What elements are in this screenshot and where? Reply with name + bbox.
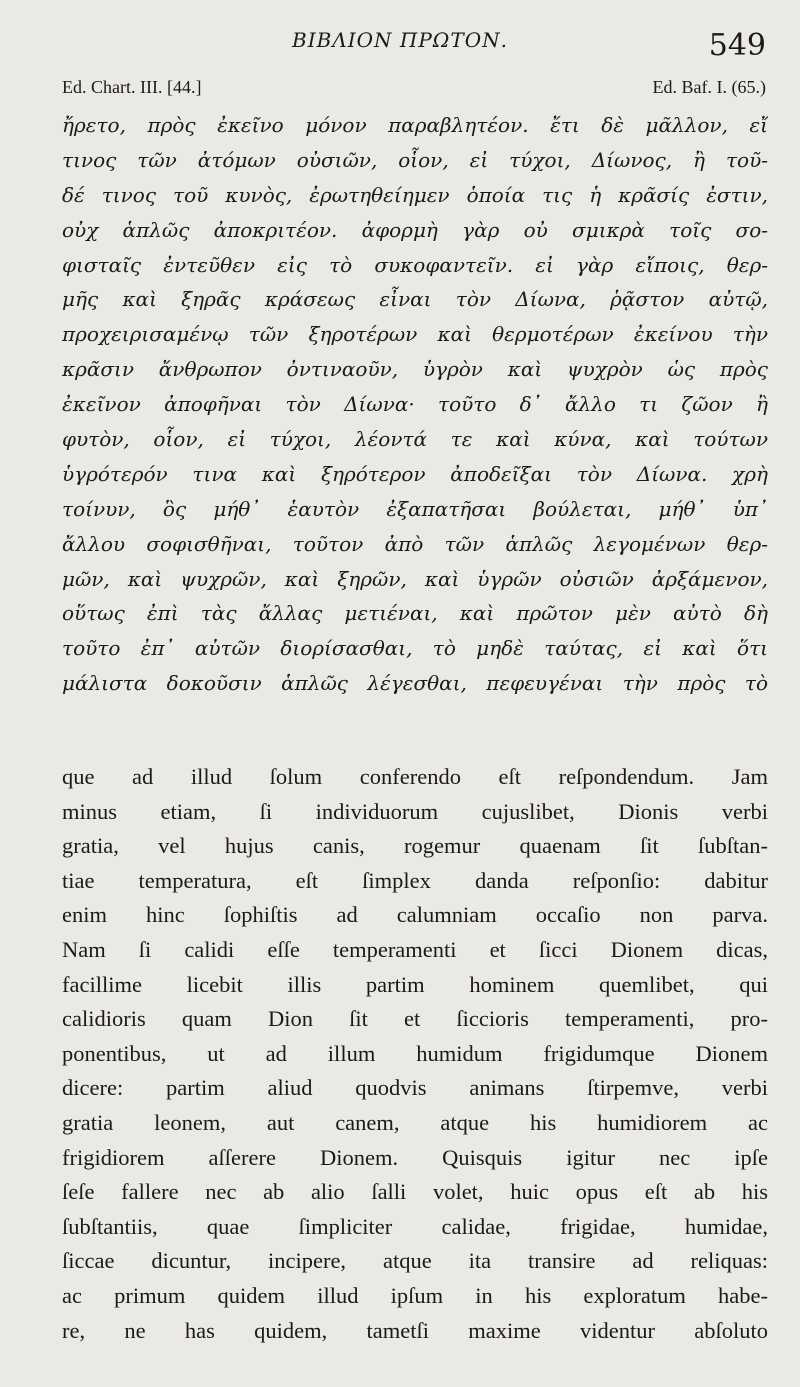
greek-text-line: ὑγρότερόν τινα καὶ ξηρότερον ἀποδεῖξαι τὸν Δίωνα. χρὴ xyxy=(62,461,768,486)
greek-text-line: φυτὸν, οἷον, εἰ τύχοι, λέοντά τε καὶ κύνα, καὶ τούτων xyxy=(62,427,768,452)
latin-text-line: Nam ſi calidi eſſe temperamenti et ſicci Dionem dicas, xyxy=(62,936,768,962)
greek-text-line: μάλιστα δοκοῦσιν ἁπλῶς λέγεσθαι, πεφευγέναι τὴν πρὸς τὸ xyxy=(62,671,768,696)
latin-text-line: ſubſtantiis, quae ſimpliciter calidae, frigidae, humidae, xyxy=(62,1213,768,1239)
latin-text-line: minus etiam, ſi individuorum cujuslibet, Dionis verbi xyxy=(62,798,768,824)
greek-text-line: μῶν, καὶ ψυχρῶν, καὶ ξηρῶν, καὶ ὑγρῶν οὐσιῶν ἀρξάμενον, xyxy=(62,566,768,591)
greek-text-line: δέ τινος τοῦ κυνὸς, ἐρωτηθείημεν ὁποία τις ἡ κρᾶσίς ἐστιν, xyxy=(62,182,768,207)
latin-text-line: dicere: partim aliud quodvis animans ſtirpemve, verbi xyxy=(62,1075,768,1101)
latin-text-line: ſiccae dicuntur, incipere, atque ita transire ad reliquas: xyxy=(62,1248,768,1274)
greek-text-line: τινος τῶν ἀτόμων οὐσιῶν, οἷον, εἰ τύχοι, Δίωνος, ἢ τοῦ- xyxy=(62,147,768,172)
greek-text-line: τοίνυν, ὃς μήθ᾽ ἑαυτὸν ἐξαπατῆσαι βούλεται, μήθ᾽ ὑπ᾽ xyxy=(62,496,768,521)
latin-text-line: que ad illud ſolum conferendo eſt reſpondendum. Jam xyxy=(62,764,768,789)
greek-text-line: οὐχ ἁπλῶς ἀποκριτέον. ἀφορμὴ γὰρ οὐ σμικρὰ τοῖς σο- xyxy=(62,217,768,242)
edition-reference-right: Ed. Baf. I. (65.) xyxy=(652,77,766,97)
latin-text-line: tiae temperatura, eſt ſimplex danda reſponſio: dabitur xyxy=(62,867,768,893)
latin-text-line: ſeſe fallere nec ab alio ſalli volet, huic opus eſt ab his xyxy=(62,1179,768,1205)
edition-reference-left: Ed. Chart. III. [44.] xyxy=(62,77,202,97)
greek-text-line: ἤρετο, πρὸς ἐκεῖνο μόνον παραβλητέον. ἔτι δὲ μᾶλλον, εἴ xyxy=(62,113,768,137)
latin-text-line: frigidiorem aſſerere Dionem. Quisquis igitur nec ipſe xyxy=(62,1144,768,1170)
running-header-title: ΒΙΒΛΙΟΝ ΠΡΩΤΟΝ. xyxy=(292,28,508,52)
greek-text-line: οὕτως ἐπὶ τὰς ἄλλας μετιέναι, καὶ πρῶτον μὲν αὐτὸ δὴ xyxy=(62,601,768,626)
greek-text-line: κρᾶσιν ἄνθρωπον ὀντιναοῦν, ὑγρὸν καὶ ψυχρὸν ὡς πρὸς xyxy=(62,357,768,382)
latin-text-line: enim hinc ſophiſtis ad calumniam occaſio non parva. xyxy=(62,902,768,928)
greek-text-line: προχειρισαμένῳ τῶν ξηροτέρων καὶ θερμοτέρων ἐκείνου τὴν xyxy=(62,322,768,347)
greek-text-line: τοῦτο ἐπ᾽ αὐτῶν διορίσασθαι, τὸ μηδὲ ταύτας, εἰ καὶ ὅτι xyxy=(62,636,768,661)
latin-text-line: calidioris quam Dion ſit et ſiccioris temperamenti, pro- xyxy=(62,1006,768,1032)
greek-text-line: ἄλλου σοφισθῆναι, τοῦτον ἀπὸ τῶν ἁπλῶς λεγομένων θερ- xyxy=(62,531,768,556)
latin-text-line: gratia, vel hujus canis, rogemur quaenam ſit ſubſtan- xyxy=(62,833,768,859)
latin-text-line: facillime licebit illis partim hominem quemlibet, qui xyxy=(62,971,768,997)
page-number: 549 xyxy=(708,28,766,63)
greek-text-line: φισταῖς ἐντεῦθεν εἰς τὸ συκοφαντεῖν. εἰ γὰρ εἴποις, θερ- xyxy=(62,252,768,277)
greek-text-line: μῆς καὶ ξηρᾶς κράσεως εἶναι τὸν Δίωνα, ῥᾷστον αὐτῷ, xyxy=(62,287,768,312)
greek-text-block xyxy=(62,108,768,701)
latin-text-line: ac primum quidem illud ipſum in his exploratum habe- xyxy=(62,1282,768,1308)
greek-text-line: ἐκεῖνον ἀποφῆναι τὸν Δίωνα· τοῦτο δ᾽ ἄλλο τι ζῶον ἢ xyxy=(62,392,768,417)
latin-text-line: ponentibus, ut ad illum humidum frigidumque Dionem xyxy=(62,1040,768,1066)
latin-text-line: gratia leonem, aut canem, atque his humidiorem ac xyxy=(62,1109,768,1135)
latin-text-block xyxy=(62,760,768,1348)
latin-text-line: re, ne has quidem, tametſi maxime videntur abſoluto xyxy=(62,1317,768,1343)
